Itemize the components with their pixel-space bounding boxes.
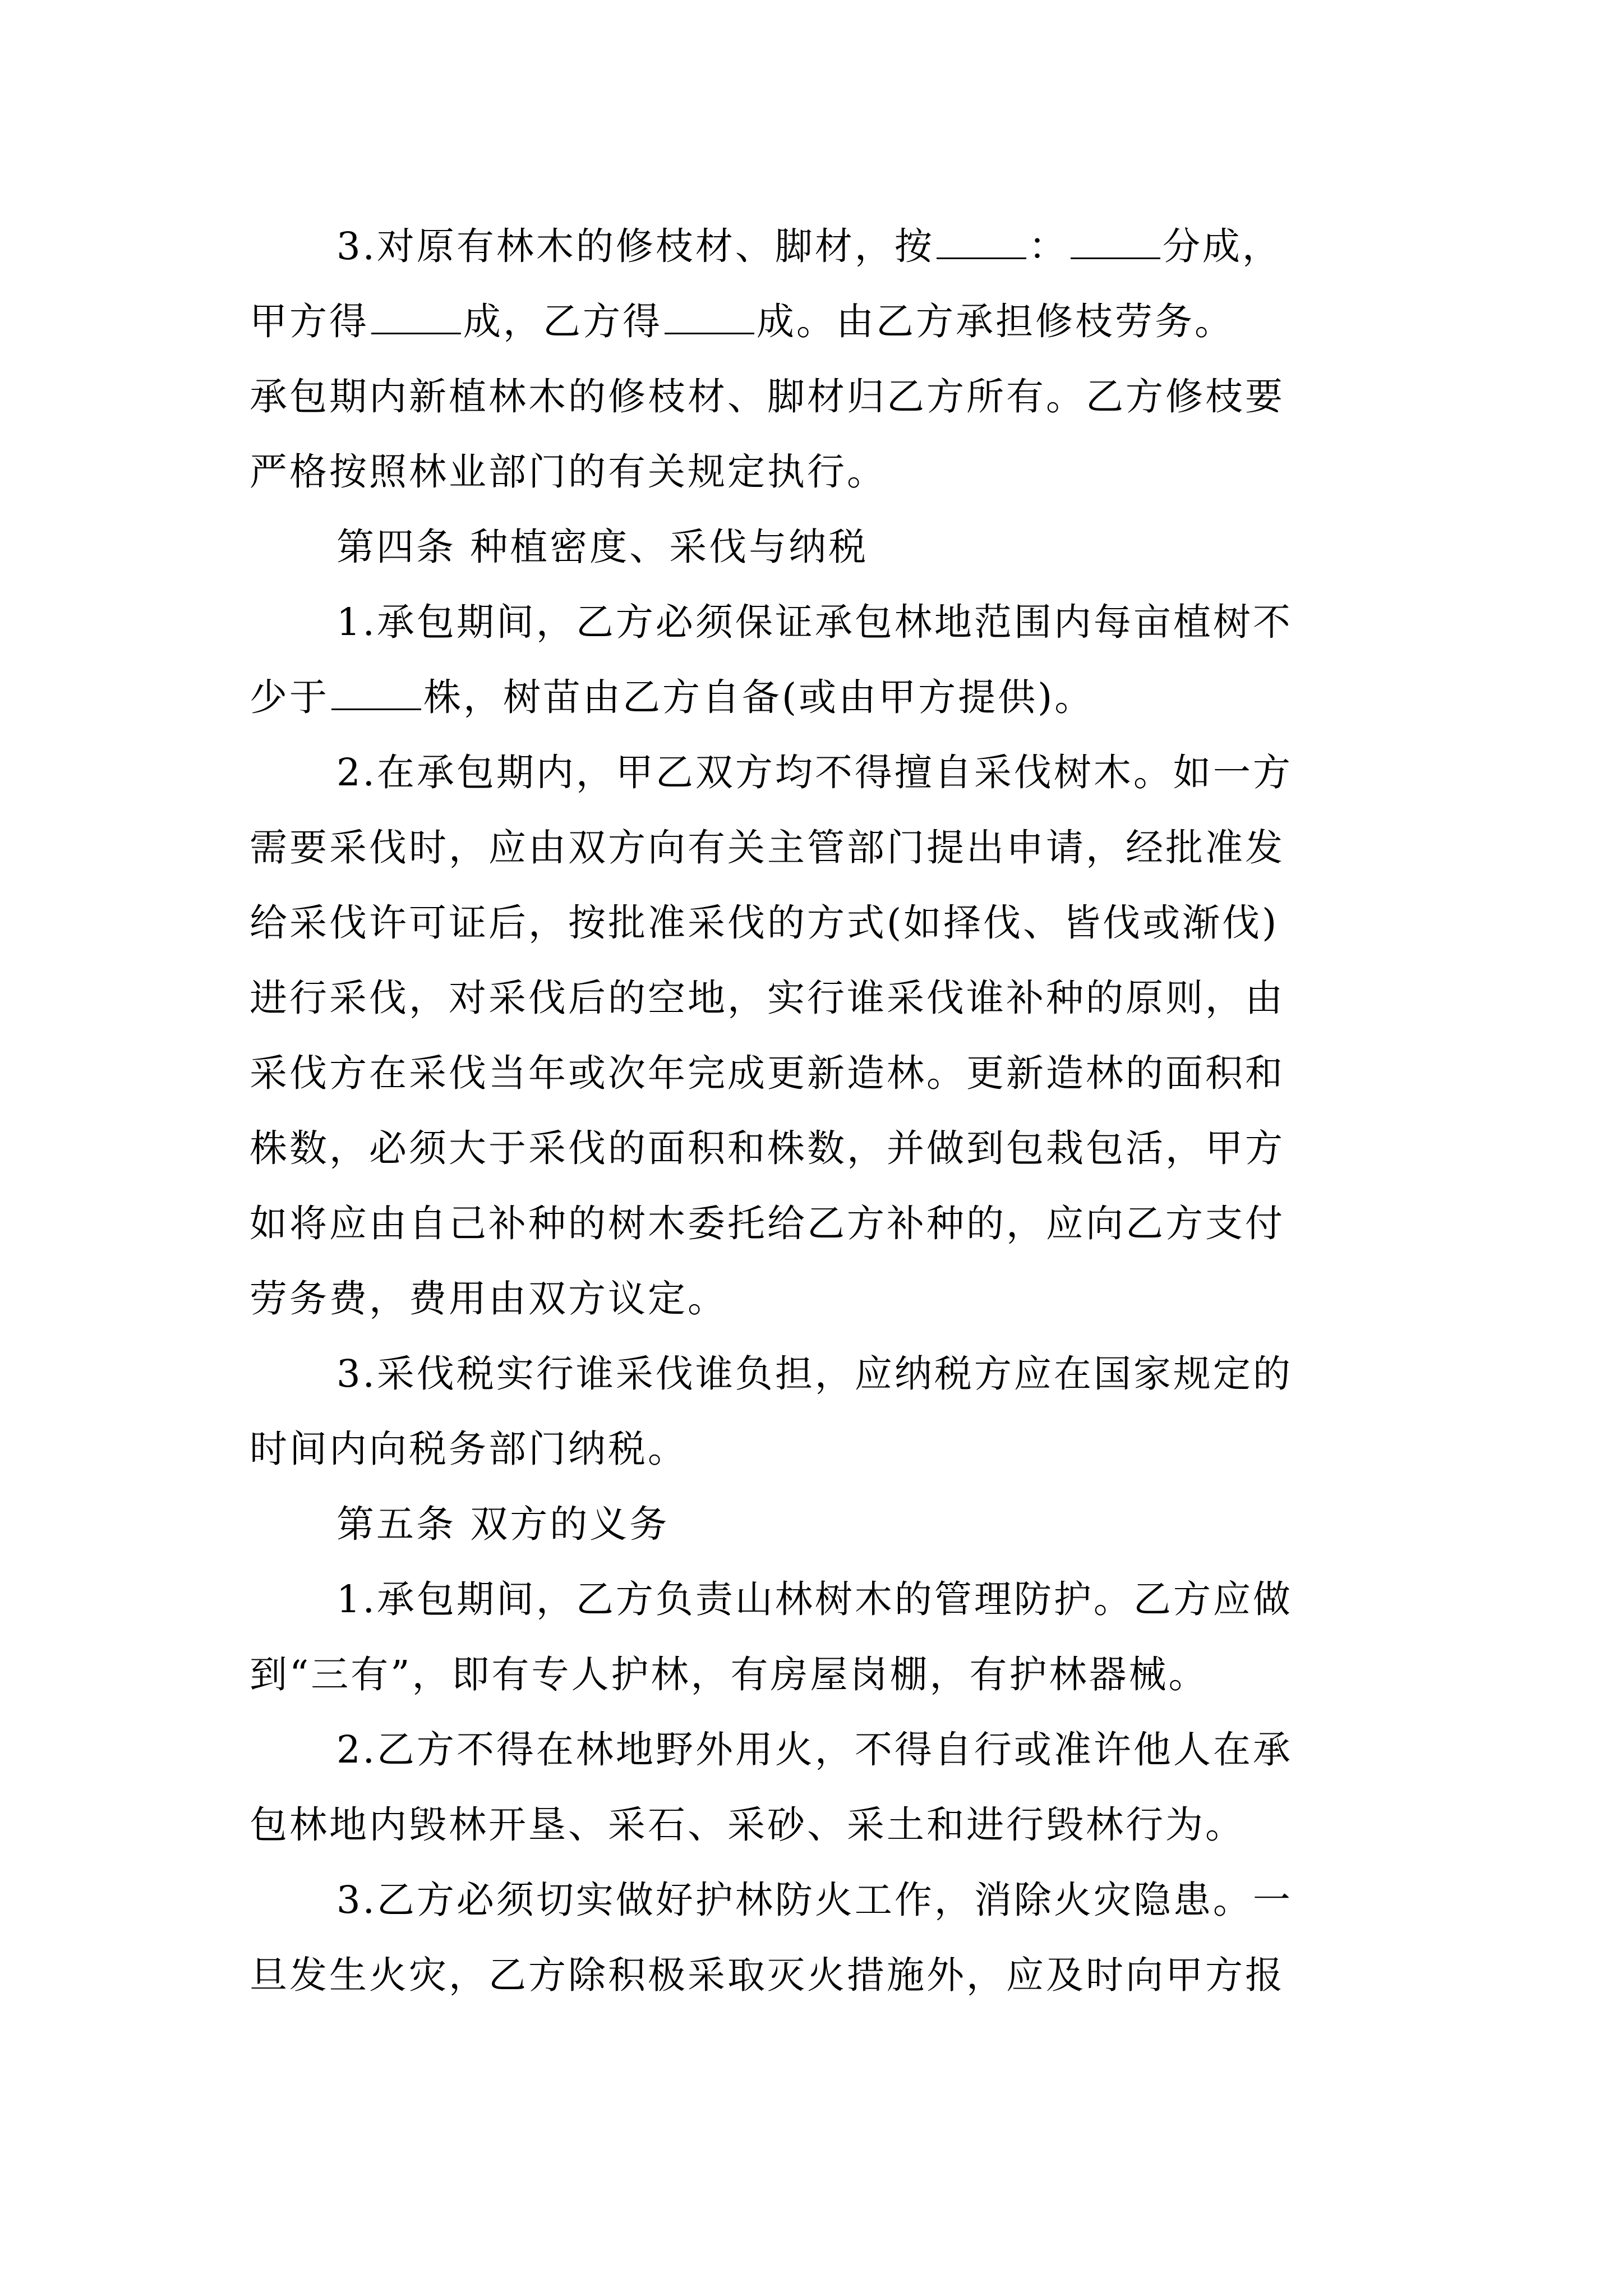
article-4-item-3-line-2: 时间内向税务部门纳税。 bbox=[250, 1427, 688, 1471]
article-5-item-3-line-1: 3.乙方必须切实做好护林防火工作，消除火灾隐患。一 bbox=[336, 1878, 1293, 1922]
clause-3-3-line-1 bbox=[250, 209, 1388, 284]
article-4-item-2-line-7: 如将应由自己补种的树木委托给乙方补种的，应向乙方支付 bbox=[250, 1202, 1285, 1245]
fill-blank bbox=[665, 299, 754, 334]
article-4-item-2-line-1: 2.在承包期内，甲乙双方均不得擅自采伐树木。如一方 bbox=[336, 751, 1293, 794]
article-4-item-2-line-4: 进行采伐，对采伐后的空地，实行谁采伐谁补种的原则，由 bbox=[250, 976, 1285, 1020]
document-page bbox=[250, 209, 1388, 2013]
text-segment: 少于 bbox=[250, 675, 329, 719]
article-5-item-1-line-2: 到“三有”，即有专人护林，有房屋岗棚，有护林器械。 bbox=[250, 1653, 1209, 1696]
text-segment: ： bbox=[1028, 224, 1068, 268]
article-4-item-3-line-1: 3.采伐税实行谁采伐谁负担，应纳税方应在国家规定的 bbox=[336, 1352, 1293, 1396]
article-5-item-2-line-2: 包林地内毁林开垦、采石、采砂、采土和进行毁林行为。 bbox=[250, 1803, 1245, 1847]
fill-blank bbox=[937, 224, 1026, 259]
article-4-item-1-line-2 bbox=[250, 660, 1388, 735]
article-4-item-1-line-1: 1.承包期间，乙方必须保证承包林地范围内每亩植树不 bbox=[336, 600, 1293, 644]
article-5-item-3-line-2: 旦发生火灾，乙方除积极采取灭火措施外，应及时向甲方报 bbox=[250, 1953, 1285, 1997]
text-segment: 分成， bbox=[1162, 224, 1282, 268]
fill-blank bbox=[331, 675, 421, 710]
article-4-item-2-line-3: 给采伐许可证后，按批准采伐的方式(如择伐、皆伐或渐伐) bbox=[250, 901, 1279, 945]
text-segment: 成，乙方得 bbox=[463, 300, 662, 343]
fill-blank bbox=[371, 299, 461, 334]
clause-3-3-line-3: 承包期内新植林木的修枝材、脚材归乙方所有。乙方修枝要 bbox=[250, 375, 1285, 418]
article-4-item-2-line-2: 需要采伐时，应由双方向有关主管部门提出申请，经批准发 bbox=[250, 826, 1285, 869]
article-5-item-2-line-1: 2.乙方不得在林地野外用火，不得自行或准许他人在承 bbox=[336, 1728, 1293, 1772]
text-segment: 成。由乙方承担修枝劳务。 bbox=[757, 300, 1234, 343]
article-4-item-2-line-6: 株数，必须大于采伐的面积和株数，并做到包栽包活，甲方 bbox=[250, 1126, 1285, 1170]
fill-blank bbox=[1071, 224, 1160, 259]
article-4-item-2-line-5: 采伐方在采伐当年或次年完成更新造林。更新造林的面积和 bbox=[250, 1051, 1285, 1095]
text-segment: 甲方得 bbox=[250, 300, 369, 343]
article-5-item-1-line-1: 1.承包期间，乙方负责山林树木的管理防护。乙方应做 bbox=[336, 1577, 1293, 1621]
text-segment: 3.对原有林木的修枝材、脚材，按 bbox=[336, 224, 934, 268]
article-4-item-2-line-8: 劳务费，费用由双方议定。 bbox=[250, 1277, 727, 1320]
clause-3-3-line-2 bbox=[250, 284, 1388, 359]
text-segment: 株，树苗由乙方自备(或由甲方提供)。 bbox=[423, 675, 1095, 719]
article-5-heading: 第五条 双方的义务 bbox=[336, 1502, 670, 1546]
clause-3-3-line-4: 严格按照林业部门的有关规定执行。 bbox=[250, 450, 887, 494]
article-4-heading: 第四条 种植密度、采伐与纳税 bbox=[336, 525, 869, 569]
